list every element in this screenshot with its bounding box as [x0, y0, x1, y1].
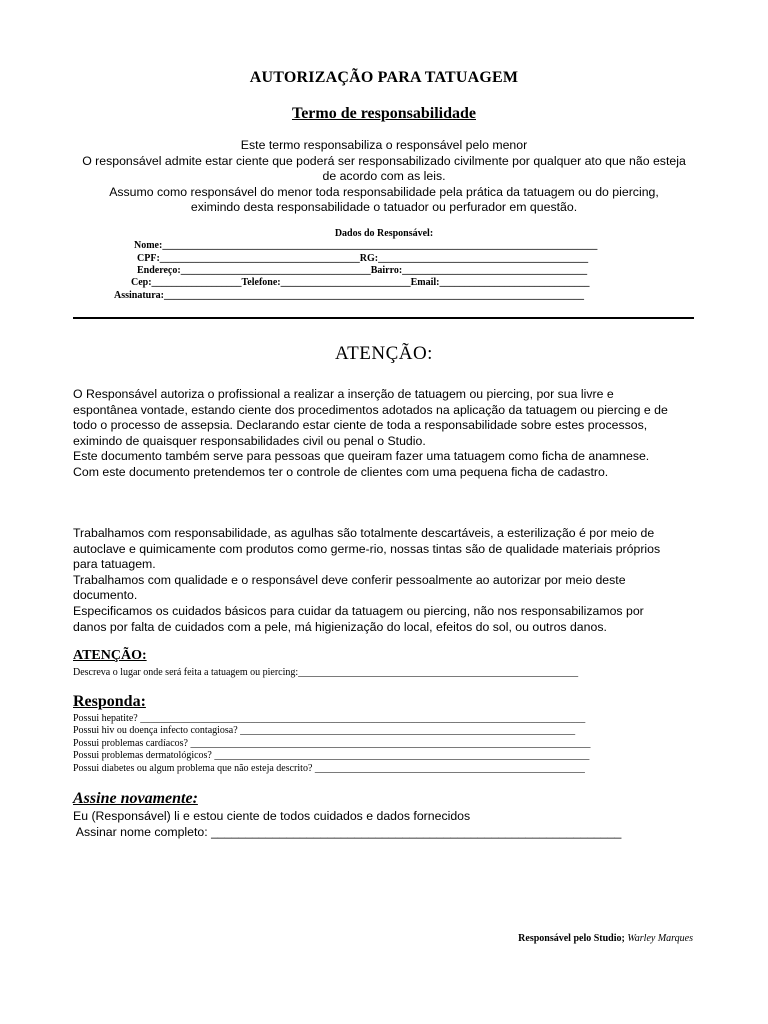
- paragraph-line: danos por falta de cuidados com a pele, má higienização do local, efeitos do sol, ou outros danos.: [73, 619, 607, 634]
- assine-statement: Eu (Responsável) li e estou ciente de todos cuidados e dados fornecidos: [73, 809, 471, 823]
- form-endereco-bairro-field[interactable]: Endereço:______________________________________Bairro:_____________________________________: [137, 265, 588, 276]
- intro-line: O responsável admite estar ciente que poderá ser responsabilizado civilmente por qualquer ato que não esteja: [82, 153, 686, 168]
- paragraph-line: Este documento também serve para pessoas que queiram fazer uma tatuagem como ficha de anamnese.: [73, 449, 650, 464]
- atencao-heading: ATENÇÃO:: [335, 343, 433, 364]
- intro-line: Este termo responsabiliza o responsável pelo menor: [240, 138, 528, 152]
- responsavel-heading: Dados do Responsável:: [334, 228, 434, 239]
- document-subtitle: Termo de responsabilidade: [291, 105, 477, 122]
- question-cardiacos[interactable]: Possui problemas cardíacos? ________________________________________________________________________________: [73, 738, 591, 749]
- form-cep-telefone-email-field[interactable]: Cep:__________________Telefone:__________________________Email:______________________________: [131, 277, 590, 288]
- paragraph-line: Com este documento pretendemos ter o controle de clientes com uma pequena ficha de cadastro.: [73, 464, 609, 479]
- local-question-field[interactable]: Descreva o lugar onde será feita a tatuagem ou piercing:________________________________________________________: [73, 667, 579, 678]
- footer-signature: [518, 933, 693, 944]
- footer-label: Responsável pelo Studio;: [518, 933, 625, 944]
- footer-name: Warley Marques: [624, 933, 693, 944]
- responda-heading: Responda:: [73, 693, 146, 710]
- intro-block: [0, 138, 768, 216]
- atencao-paragraph: [73, 387, 703, 481]
- form-cpf-rg-field[interactable]: CPF:________________________________________RG:__________________________________________: [137, 253, 589, 264]
- paragraph-line: Trabalhamos com qualidade e o responsável deve conferir pessoalmente ao autorizar por meio deste: [73, 572, 626, 587]
- intro-line: de acordo com as leis.: [322, 169, 446, 184]
- paragraph-line: autoclave e quimicamente com produtos como germe-rio, nossas tintas são de qualidade materiais próprios: [73, 541, 661, 556]
- question-diabetes[interactable]: Possui diabetes ou algum problema que não esteja descrito? ______________________________________________________: [73, 763, 585, 774]
- form-name-field[interactable]: Nome:_______________________________________________________________________________________: [134, 240, 598, 251]
- question-hepatite[interactable]: Possui hepatite? _________________________________________________________________________________________: [73, 713, 586, 724]
- paragraph-line: todo o processo de assepsia. Declarando estar ciente de toda a responsabilidade sobre estes processos,: [73, 418, 648, 433]
- assine-heading: Assine novamente:: [73, 790, 198, 807]
- intro-line: eximindo desta responsabilidade o tatuador ou perfurador em questão.: [190, 200, 578, 215]
- form-assinatura-field[interactable]: Assinatura:____________________________________________________________________________________: [114, 290, 585, 301]
- paragraph-line: para tatuagem.: [73, 557, 156, 572]
- question-hiv[interactable]: Possui hiv ou doença infecto contagiosa? ___________________________________________________________________: [73, 725, 576, 736]
- section-divider: [73, 317, 694, 319]
- paragraph-line: Especificamos os cuidados básicos para cuidar da tatuagem ou piercing, não nos responsabilizamos por: [73, 603, 644, 618]
- paragraph-line: Trabalhamos com responsabilidade, as agulhas são totalmente descartáveis, a esterilização é por meio de: [73, 526, 655, 540]
- trabalhamos-paragraph: [73, 526, 703, 635]
- assine-signature-field[interactable]: Assinar nome completo: ____________________________________________________________: [73, 825, 622, 839]
- paragraph-line: espontânea vontade, estando ciente dos procedimentos adotados na aplicação da tatuagem ou piercing e de: [73, 402, 668, 417]
- intro-line: Assumo como responsável do menor toda responsabilidade pela prática da tatuagem ou do piercing,: [109, 184, 659, 199]
- paragraph-line: eximindo de quaisquer responsabilidades civil ou penal o Studio.: [73, 433, 426, 448]
- question-dermatologicos[interactable]: Possui problemas dermatológicos? ___________________________________________________________________________: [73, 750, 590, 761]
- paragraph-line: documento.: [73, 588, 138, 603]
- document-title: AUTORIZAÇÃO PARA TATUAGEM: [249, 69, 519, 86]
- paragraph-line: O Responsável autoriza o profissional a realizar a inserção de tatuagem ou piercing, por sua livre e: [73, 387, 614, 401]
- atencao-small-heading: ATENÇÃO:: [73, 648, 147, 663]
